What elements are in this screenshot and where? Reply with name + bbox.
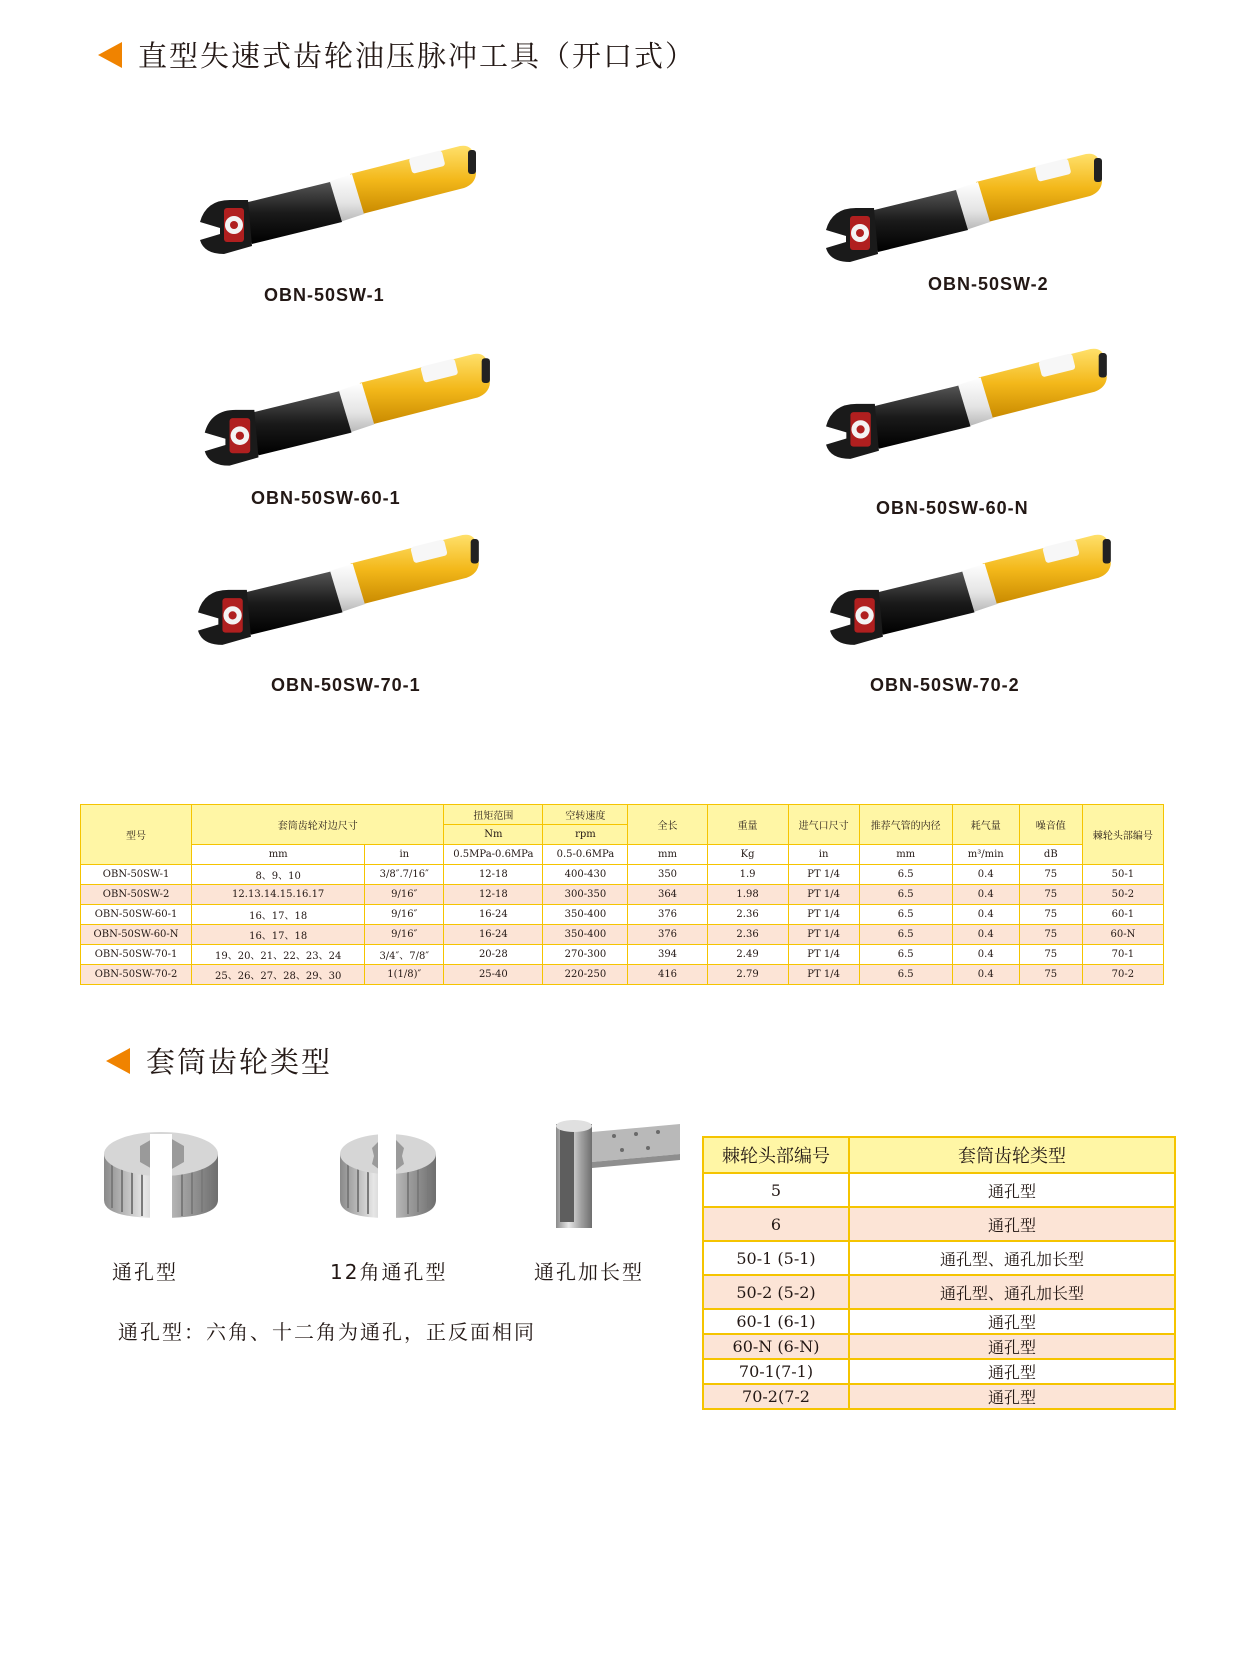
- cell-head: 70-1: [1082, 945, 1163, 965]
- cell-air: 0.4: [952, 925, 1019, 945]
- cell-speed: 220-250: [543, 965, 628, 985]
- cell-torque: 12-18: [444, 885, 543, 905]
- header-socket-type: 套筒齿轮类型: [849, 1137, 1175, 1173]
- cell-inlet: PT 1/4: [788, 965, 859, 985]
- cell-mm: 16、17、18: [192, 925, 365, 945]
- cell-air: 0.4: [952, 965, 1019, 985]
- orange-triangle-icon: [106, 1048, 130, 1074]
- cell-code: 6: [703, 1207, 849, 1241]
- cell-weight: 2.36: [707, 905, 788, 925]
- twelve-point-socket-image: [336, 1120, 440, 1224]
- cell-in: 9/16″: [365, 885, 444, 905]
- cell-inlet: PT 1/4: [788, 925, 859, 945]
- section-title-sockets: [106, 1040, 332, 1081]
- cell-weight: 1.98: [707, 885, 788, 905]
- cell-speed: 350-400: [543, 905, 628, 925]
- unit-torque: Nm: [444, 825, 543, 845]
- cell-in: 9/16″: [365, 925, 444, 945]
- table-row: [81, 925, 1164, 945]
- cell-head: 60-1: [1082, 905, 1163, 925]
- cell-hose: 6.5: [859, 945, 952, 965]
- cell-length: 394: [628, 945, 707, 965]
- cell-type: 通孔型: [849, 1173, 1175, 1207]
- header-speed: 空转速度: [543, 805, 628, 825]
- table-unit-row: [81, 845, 1164, 865]
- cell-weight: 1.9: [707, 865, 788, 885]
- section-title-tools: [98, 34, 696, 75]
- table-header-row: [81, 805, 1164, 825]
- cell-mm: 25、26、27、28、29、30: [192, 965, 365, 985]
- table-row: [703, 1359, 1175, 1384]
- spec-table: [80, 804, 1164, 985]
- table-row: [703, 1241, 1175, 1275]
- extended-through-hole-socket-image: [552, 1116, 682, 1236]
- cell-in: 9/16″: [365, 905, 444, 925]
- cell-model: OBN-50SW-70-2: [81, 965, 192, 985]
- tool-image-3: [202, 352, 502, 476]
- unit-in: in: [365, 845, 444, 865]
- table-row: [703, 1275, 1175, 1309]
- header-torque: 扭矩范围: [444, 805, 543, 825]
- table-row: [703, 1334, 1175, 1359]
- socket-note: 通孔型：六角、十二角为通孔，正反面相同: [118, 1320, 536, 1344]
- tool-caption: OBN-50SW-70-1: [271, 675, 421, 695]
- unit-hose: mm: [859, 845, 952, 865]
- header-model: 型号: [81, 805, 192, 865]
- cell-length: 416: [628, 965, 707, 985]
- condition-speed: 0.5-0.6MPa: [543, 845, 628, 865]
- ratchet-head-table: [702, 1136, 1176, 1410]
- header-socket-size: 套筒齿轮对边尺寸: [192, 805, 444, 845]
- header-hose: 推荐气管的内径: [859, 805, 952, 845]
- section-title-text: 直型失速式齿轮油压脉冲工具（开口式）: [138, 39, 697, 73]
- tool-caption: OBN-50SW-60-1: [251, 488, 401, 508]
- tool-caption: OBN-50SW-1: [264, 285, 385, 305]
- cell-code: 50-2 (5-2): [703, 1275, 849, 1309]
- condition-torque: 0.5MPa-0.6MPa: [444, 845, 543, 865]
- table-header-row: [703, 1137, 1175, 1173]
- unit-air: m³/min: [952, 845, 1019, 865]
- cell-noise: 75: [1019, 905, 1082, 925]
- cell-model: OBN-50SW-60-N: [81, 925, 192, 945]
- cell-in: 3/4″、7/8″: [365, 945, 444, 965]
- unit-weight: Kg: [707, 845, 788, 865]
- tool-caption: OBN-50SW-70-2: [870, 675, 1020, 695]
- unit-speed: rpm: [543, 825, 628, 845]
- socket-caption: 通孔型: [112, 1260, 178, 1284]
- cell-model: OBN-50SW-60-1: [81, 905, 192, 925]
- cell-type: 通孔型、通孔加长型: [849, 1241, 1175, 1275]
- table-row: [703, 1309, 1175, 1334]
- cell-torque: 20-28: [444, 945, 543, 965]
- header-head-code: 棘轮头部编号: [1082, 805, 1163, 865]
- cell-code: 70-2(7-2: [703, 1384, 849, 1409]
- cell-in: 3/8″.7/16″: [365, 865, 444, 885]
- unit-length: mm: [628, 845, 707, 865]
- table-row: [703, 1384, 1175, 1409]
- cell-torque: 16-24: [444, 925, 543, 945]
- header-air: 耗气量: [952, 805, 1019, 845]
- header-head-code: 棘轮头部编号: [703, 1137, 849, 1173]
- cell-inlet: PT 1/4: [788, 945, 859, 965]
- cell-type: 通孔型: [849, 1384, 1175, 1409]
- cell-noise: 75: [1019, 865, 1082, 885]
- table-row: [81, 905, 1164, 925]
- tool-caption: OBN-50SW-60-N: [876, 498, 1029, 518]
- table-row: [81, 865, 1164, 885]
- cell-air: 0.4: [952, 905, 1019, 925]
- cell-code: 5: [703, 1173, 849, 1207]
- section-title-text: 套筒齿轮类型: [146, 1045, 333, 1079]
- cell-hose: 6.5: [859, 925, 952, 945]
- cell-mm: 19、20、21、22、23、24: [192, 945, 365, 965]
- cell-head: 70-2: [1082, 965, 1163, 985]
- cell-type: 通孔型: [849, 1334, 1175, 1359]
- socket-caption: 12角通孔型: [330, 1260, 448, 1284]
- tool-image-1: [200, 144, 485, 264]
- cell-type: 通孔型: [849, 1309, 1175, 1334]
- unit-inlet: in: [788, 845, 859, 865]
- cell-code: 50-1 (5-1): [703, 1241, 849, 1275]
- cell-inlet: PT 1/4: [788, 865, 859, 885]
- header-inlet: 进气口尺寸: [788, 805, 859, 845]
- cell-noise: 75: [1019, 965, 1082, 985]
- cell-hose: 6.5: [859, 865, 952, 885]
- cell-model: OBN-50SW-2: [81, 885, 192, 905]
- tool-image-6: [830, 532, 1120, 656]
- cell-in: 1(1/8)″: [365, 965, 444, 985]
- cell-noise: 75: [1019, 885, 1082, 905]
- table-row: [81, 945, 1164, 965]
- unit-noise: dB: [1019, 845, 1082, 865]
- cell-weight: 2.79: [707, 965, 788, 985]
- tool-caption: OBN-50SW-2: [928, 274, 1049, 294]
- cell-hose: 6.5: [859, 905, 952, 925]
- tool-image-2: [826, 152, 1111, 272]
- header-weight: 重量: [707, 805, 788, 845]
- cell-torque: 12-18: [444, 865, 543, 885]
- cell-weight: 2.49: [707, 945, 788, 965]
- cell-weight: 2.36: [707, 925, 788, 945]
- cell-mm: 16、17、18: [192, 905, 365, 925]
- header-length: 全长: [628, 805, 707, 845]
- cell-code: 60-1 (6-1): [703, 1309, 849, 1334]
- through-hole-socket-image: [100, 1120, 230, 1224]
- cell-model: OBN-50SW-70-1: [81, 945, 192, 965]
- table-row: [81, 885, 1164, 905]
- cell-speed: 400-430: [543, 865, 628, 885]
- cell-type: 通孔型: [849, 1207, 1175, 1241]
- table-row: [81, 965, 1164, 985]
- cell-air: 0.4: [952, 885, 1019, 905]
- cell-inlet: PT 1/4: [788, 905, 859, 925]
- tool-image-4: [826, 346, 1116, 470]
- cell-type: 通孔型: [849, 1359, 1175, 1384]
- cell-length: 376: [628, 905, 707, 925]
- cell-length: 364: [628, 885, 707, 905]
- table-row: [703, 1207, 1175, 1241]
- cell-noise: 75: [1019, 925, 1082, 945]
- orange-triangle-icon: [98, 42, 122, 68]
- cell-torque: 16-24: [444, 905, 543, 925]
- cell-head: 60-N: [1082, 925, 1163, 945]
- table-row: [703, 1173, 1175, 1207]
- unit-mm: mm: [192, 845, 365, 865]
- cell-torque: 25-40: [444, 965, 543, 985]
- cell-speed: 300-350: [543, 885, 628, 905]
- socket-caption: 通孔加长型: [534, 1260, 644, 1284]
- cell-inlet: PT 1/4: [788, 885, 859, 905]
- cell-noise: 75: [1019, 945, 1082, 965]
- cell-head: 50-1: [1082, 865, 1163, 885]
- cell-speed: 270-300: [543, 945, 628, 965]
- cell-head: 50-2: [1082, 885, 1163, 905]
- cell-air: 0.4: [952, 865, 1019, 885]
- cell-hose: 6.5: [859, 965, 952, 985]
- cell-model: OBN-50SW-1: [81, 865, 192, 885]
- cell-code: 70-1(7-1): [703, 1359, 849, 1384]
- header-noise: 噪音值: [1019, 805, 1082, 845]
- cell-length: 350: [628, 865, 707, 885]
- cell-mm: 8、9、10: [192, 865, 365, 885]
- tool-image-5: [198, 532, 488, 656]
- cell-type: 通孔型、通孔加长型: [849, 1275, 1175, 1309]
- cell-air: 0.4: [952, 945, 1019, 965]
- cell-length: 376: [628, 925, 707, 945]
- cell-mm: 12.13.14.15.16.17: [192, 885, 365, 905]
- cell-speed: 350-400: [543, 925, 628, 945]
- cell-hose: 6.5: [859, 885, 952, 905]
- cell-code: 60-N (6-N): [703, 1334, 849, 1359]
